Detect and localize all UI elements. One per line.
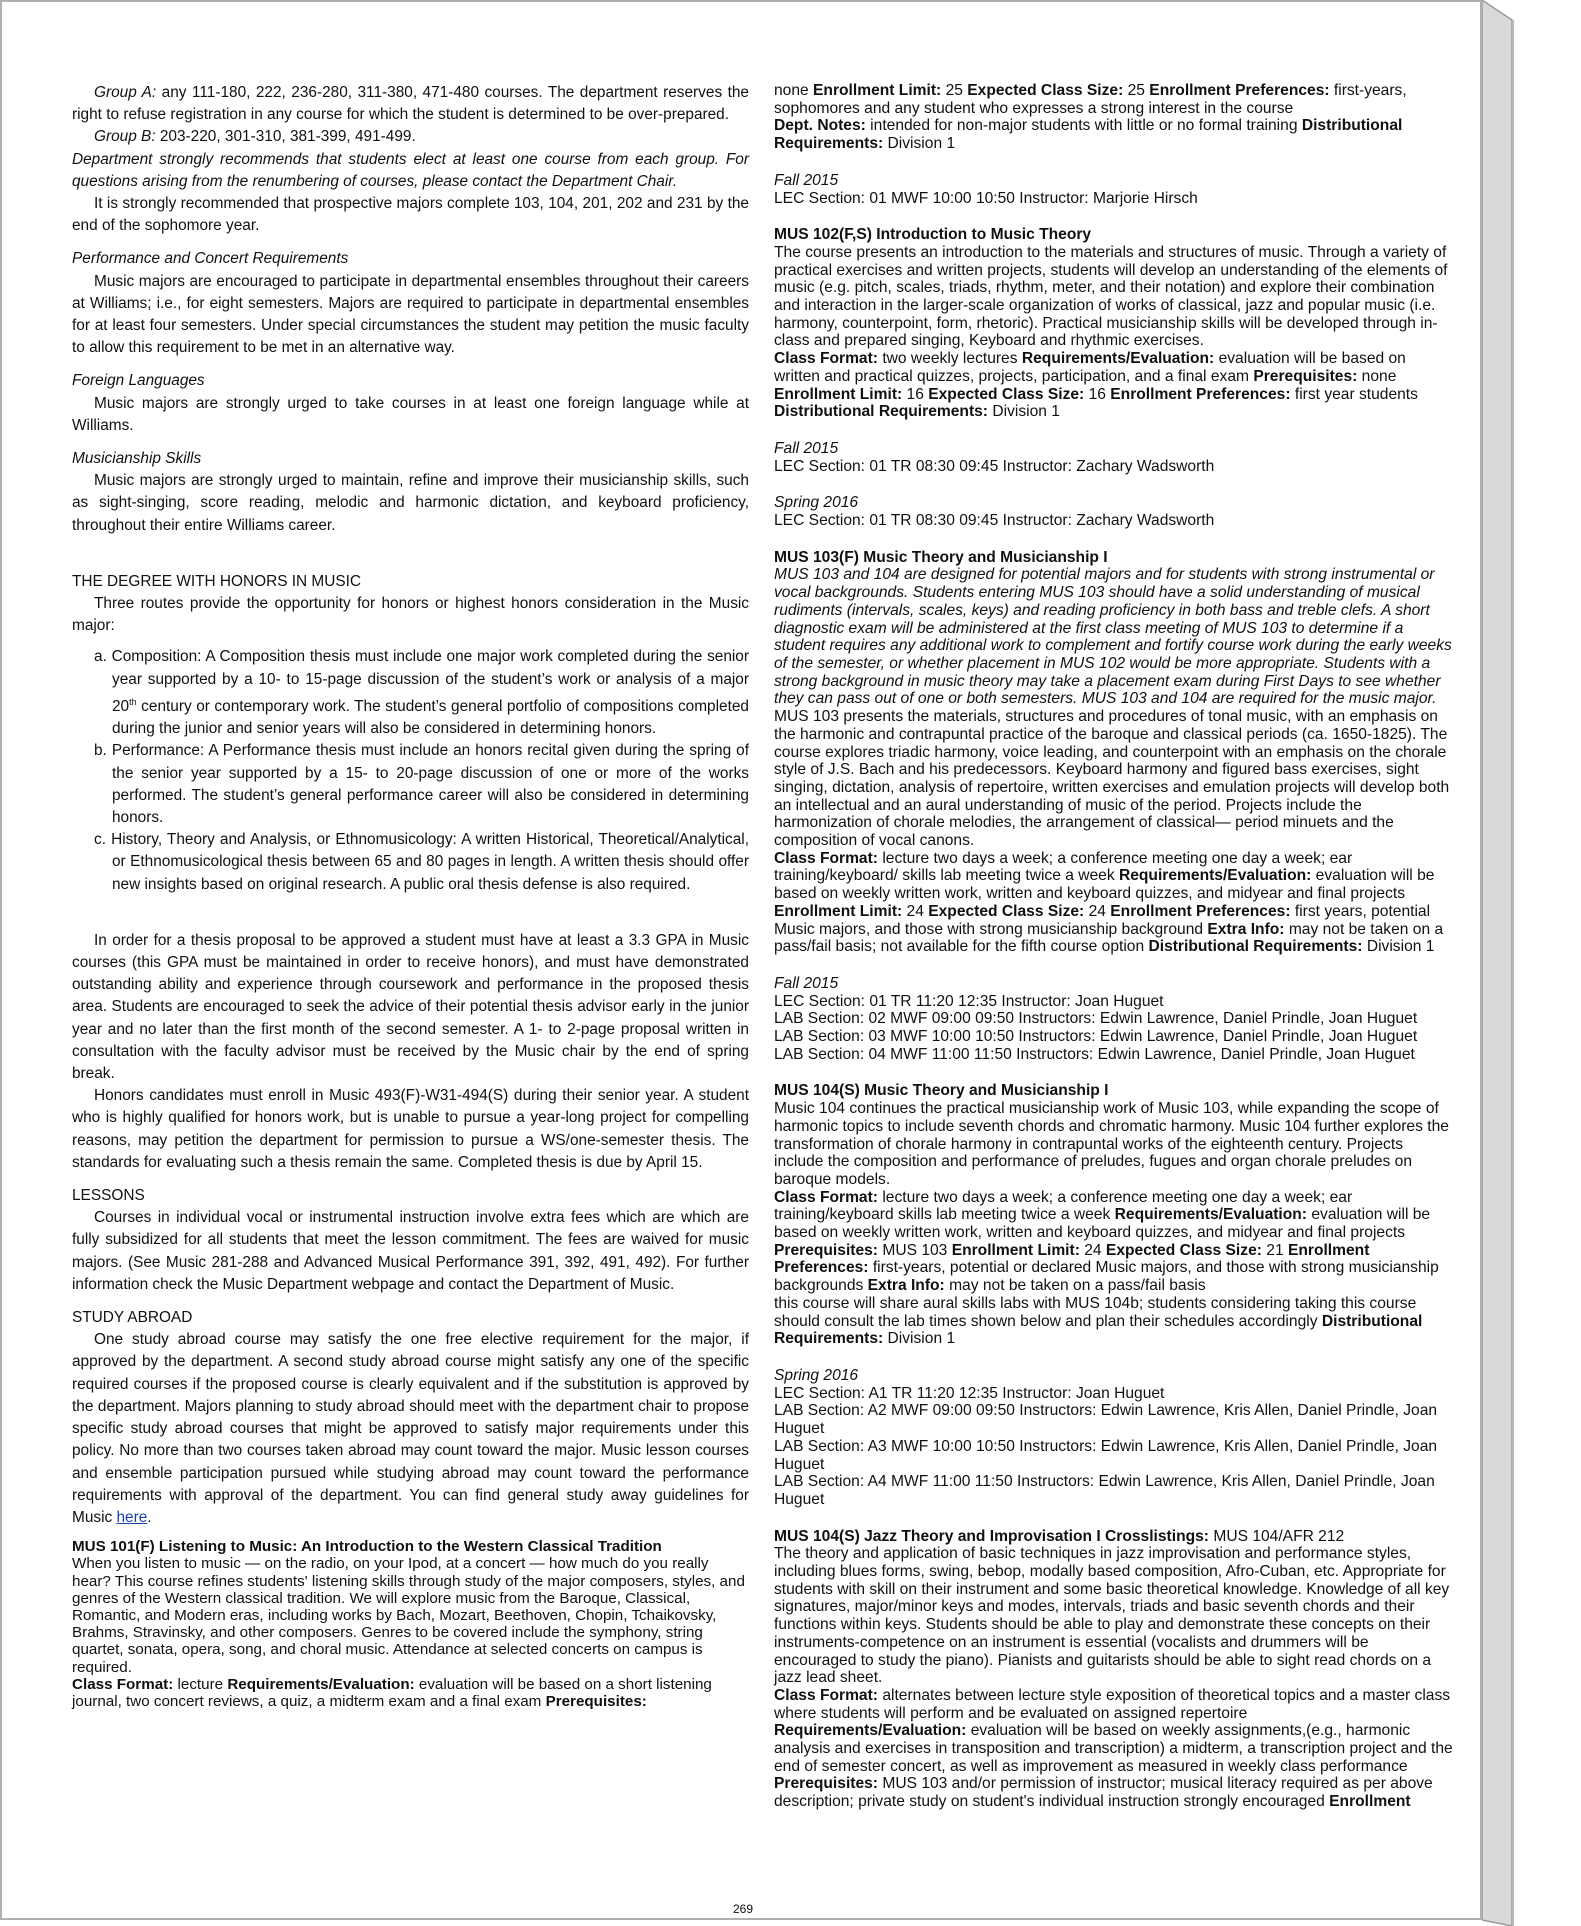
preferences-value: first years, potential Music majors, and those with strong musicianship background bbox=[774, 902, 1431, 938]
dept-notes-label: Dept. Notes: bbox=[774, 117, 866, 135]
group-a-text: any 111-180, 222, 236-280, 311-380, 471-480 courses. The department reserves the right to refuse registration in any course for which the student is determined to be over-prepared. bbox=[72, 84, 749, 124]
format-value: lecture bbox=[173, 1675, 228, 1693]
honors-route-composition bbox=[72, 646, 749, 740]
requirements-value: evaluation will be based on a short listening journal, two concert reviews, a quiz, a midterm exam and a final exam bbox=[72, 1675, 712, 1710]
requirements-label: Requirements/Evaluation: bbox=[1021, 350, 1215, 368]
course-note: MUS 103 and 104 are designed for potential majors and for students with strong instrumental or vocal backgrounds. Students entering MUS 103 should have a solid understanding of musical rudiments (intervals, scales, keys) and reading proficiency in both bass and treble clefs. A short diagnostic exam will be administered at the first class meeting of MUS 103 to determine if a student requires any additional work to complement and fortify course work during the early weeks of the semester, or whether placement in MUS 102 would be more appropriate. Students with a strong background in music theory may take a placement exam during First Days to see whether they can pass out of one or both semesters. MUS 103 and 104 are required for the music major. bbox=[774, 566, 1452, 708]
distribution-value: Division 1 bbox=[988, 403, 1060, 421]
schedule-mus102-fall bbox=[774, 440, 1454, 475]
section-row: LEC Section: 01 TR 08:30 09:45 Instructor: Zachary Wadsworth bbox=[774, 512, 1215, 530]
extra-info-value: may not be taken on a pass/fail basis bbox=[944, 1277, 1206, 1295]
extra-info-value: may not be taken on a pass/fail basis; not available for the fifth course option bbox=[774, 920, 1444, 956]
course-mus101-continued bbox=[774, 82, 1454, 153]
requirements-value: evaluation will be based on written and practical quizzes, projects, participation, and a final exam bbox=[774, 350, 1406, 385]
format-value: two weekly lectures bbox=[878, 350, 1022, 368]
distribution-label: Distributional Requirements: bbox=[1148, 938, 1363, 956]
prerequisites-label: Prerequisites: bbox=[774, 1241, 879, 1259]
prereq-value: none bbox=[774, 82, 814, 99]
page-curl-edge bbox=[1482, 0, 1581, 1926]
distribution-value: Division 1 bbox=[1362, 938, 1435, 956]
course-details bbox=[72, 1676, 749, 1710]
lessons-paragraph: Courses in individual vocal or instrumental instruction involve extra fees which are which are fully subsidized for all students that meet the lesson commitment. The fees are waived for music majors. (See Music 281-288 and Advanced Musical Performance 391, 392, 491, 492). For further information check the Music Department webpage and contact the Department of Music. bbox=[72, 1209, 749, 1293]
term-label: Spring 2016 bbox=[774, 494, 859, 512]
course-description: The theory and application of basic techniques in jazz improvisation and performance styles, including blues forms, swing, bebop, modally based composition, Afro-Cuban, etc. Appropriate for students with skill on their instrument and some basic theoretical knowledge. Knowledge of all key signatures, major/minor keys and modes, intervals, triads and basic seventh chords and their functions within keys. Students should be able to play and demonstrate these concepts on their instruments-competence on an instrument is essential (vocalists and drummers will be encouraged to study the piano). Pianists and guitarists should be able to sight read chords on a jazz lead sheet. bbox=[774, 1545, 1450, 1687]
preferences-label: Enrollment Preferences: bbox=[1149, 82, 1330, 99]
class-size-label: Expected Class Size: bbox=[1105, 1241, 1262, 1259]
format-value: lecture two days a week; a conference meeting one day a week; ear training/keyboard skills lab meeting twice a week bbox=[774, 1188, 1353, 1224]
page-number: 269 bbox=[732, 1902, 754, 1916]
requirements-label: Requirements/Evaluation: bbox=[774, 1722, 967, 1740]
format-label: Class Format: bbox=[774, 1686, 878, 1704]
section-row: LAB Section: 04 MWF 11:00 11:50 Instructors: Edwin Lawrence, Daniel Prindle, Joan Huguet bbox=[774, 1045, 1415, 1063]
course-title: MUS 103(F) Music Theory and Musicianship I bbox=[774, 548, 1108, 566]
section-row: LEC Section: A1 TR 11:20 12:35 Instructor: Joan Huguet bbox=[774, 1384, 1165, 1402]
prerequisites-value: none bbox=[1357, 367, 1397, 385]
class-size-value: 16 bbox=[1084, 385, 1111, 403]
abroad-text: One study abroad course may satisfy the one free elective requirement for the major, if approved by the department. A second study abroad course might satisfy any one of the specific required courses if the proposed course is clearly equivalent and if the substitution is approved by the department. Majors planning to study abroad should meet with the department chair to propose specific study abroad courses that might be approved to satisfy major requirements under this policy. No more than two courses taken abroad may count toward the major. Music lesson courses and ensemble participation pursued while studying abroad may count toward the performance requirements with approval of the department. You can find general study away guidelines for Music bbox=[72, 1331, 749, 1526]
distribution-value: Division 1 bbox=[883, 135, 956, 153]
extra-info-label: Extra Info: bbox=[867, 1277, 945, 1295]
right-column bbox=[774, 82, 1454, 1811]
class-size-label: Expected Class Size: bbox=[928, 385, 1085, 403]
honors-heading: THE DEGREE WITH HONORS IN MUSIC bbox=[72, 572, 362, 590]
requirements-value: evaluation will be based on weekly written work, written and keyboard quizzes, and midyear and final projects bbox=[774, 867, 1435, 903]
course-title bbox=[774, 1528, 1454, 1546]
format-value: lecture two days a week; a conference meeting one day a week; ear training/keyboard/ skills lab meeting twice a week bbox=[774, 849, 1353, 885]
course-description: The course presents an introduction to the materials and structures of music. Through a variety of practical exercises and written projects, students will develop an understanding of the elements of music (e.g. pitch, scales, triads, rhythm, meter, and their notation) and explore their combination and interaction in the larger-scale organization of works of classical, jazz and popular music (i.e. harmony, counterpoint, form, rhetoric). Practical musicianship skills will be developed through in-class and prepared singing, Keyboard and rhythmic exercises. bbox=[774, 243, 1448, 350]
format-label: Class Format: bbox=[774, 350, 878, 368]
honors-route-history: c. History, Theory and Analysis, or Ethnomusicology: A written Historical, Theoretical/Analytical, or Ethnomusicological thesis between 65 and 80 pages in length. A written thesis should offer new insights based on original research. A public oral thesis defense is also required. bbox=[94, 831, 749, 893]
crosslisting-value: MUS 104/AFR 212 bbox=[1209, 1527, 1345, 1545]
preferences-value: first-years, sophomores and any student who expresses a strong interest in the course bbox=[774, 82, 1407, 117]
lessons-heading: LESSONS bbox=[72, 1187, 145, 1205]
requirements-value: evaluation will be based on weekly assignments,(e.g., harmonic analysis and exercises in transposition and transcription) a midterm, a transcription project and the end of semester concert, as well as improvement as measured in weekly class performance bbox=[774, 1722, 1453, 1775]
prerequisites-value: MUS 103 bbox=[878, 1241, 952, 1259]
course-details bbox=[774, 1687, 1454, 1811]
course-mus102 bbox=[774, 226, 1454, 421]
distribution-label: Distributional Requirements: bbox=[774, 117, 1403, 153]
course-title: MUS 104(S) Music Theory and Musicianship I bbox=[774, 1082, 1109, 1100]
course-description: Music 104 continues the practical musicianship work of Music 103, while expanding the scope of harmonic topics to include seventh chords and chromatic harmony. Music 104 further explores the transformation of chorale harmony in contrapuntal works of the eighteenth century. Projects include the composition and performance of preludes, fugues and organ chorale preludes on baroque models. bbox=[774, 1100, 1449, 1188]
requirements-label: Requirements/Evaluation: bbox=[227, 1675, 415, 1693]
performance-paragraph: Music majors are encouraged to participate in departmental ensembles throughout their careers at Williams; i.e., for eight semesters. Majors are required to participate in departmental ensembles for at least four semesters. Under special circumstances the student may petition the music faculty to allow this requirement to be met in an alternative way. bbox=[72, 272, 749, 357]
course-details bbox=[774, 350, 1454, 421]
distribution-label: Distributional Requirements: bbox=[774, 1312, 1423, 1348]
group-b-paragraph bbox=[72, 126, 749, 148]
requirements-label: Requirements/Evaluation: bbox=[1114, 1206, 1308, 1224]
course-mus103 bbox=[774, 549, 1454, 956]
requirements-label: Requirements/Evaluation: bbox=[1118, 867, 1312, 885]
languages-paragraph: Music majors are strongly urged to take courses in at least one foreign language while at Williams. bbox=[72, 394, 749, 434]
left-column bbox=[72, 82, 749, 1710]
section-row: LEC Section: 01 MWF 10:00 10:50 Instructor: Marjorie Hirsch bbox=[774, 189, 1198, 207]
course-mus104 bbox=[774, 1082, 1454, 1348]
preferences-value: first year students bbox=[1290, 385, 1418, 403]
honors-route-performance: b. Performance: A Performance thesis must include an honors recital given during the spring of the senior year supported by a 15- to 20-page discussion of one or more of the works performed. The student’s general performance career will also be considered in determining honors. bbox=[94, 742, 749, 827]
enrollment-limit-label: Enrollment Limit: bbox=[774, 385, 903, 403]
course-title: MUS 101(F) Listening to Music: An Introduction to the Western Classical Tradition bbox=[72, 1538, 662, 1556]
prerequisites-value: MUS 103 and/or permission of instructor; musical literacy required as per above description; private study on student's individual instruction strongly encouraged bbox=[774, 1775, 1433, 1811]
enrollment-limit-label: Enrollment bbox=[1329, 1793, 1411, 1811]
enrollment-limit-value: 24 bbox=[902, 902, 929, 920]
group-b-label: Group B: bbox=[94, 128, 156, 146]
enrollment-limit-value: 16 bbox=[902, 385, 929, 403]
class-size-label: Expected Class Size: bbox=[928, 902, 1085, 920]
honors-intro: Three routes provide the opportunity for honors or highest honors consideration in the Music major: bbox=[72, 595, 749, 635]
prerequisites-label: Prerequisites: bbox=[1253, 367, 1358, 385]
course-description: When you listen to music — on the radio, on your Ipod, at a concert — how much do you really hear? This course refines students' listening skills through study of the major composers, styles, and genres of the Western classical tradition. We will explore music from the Baroque, Classical, Romantic, and Modern eras, including works by Bach, Mozart, Beethoven, Chopin, Tchaikovsky, Brahms, Stravinsky, and other composers. Genres to be covered include the symphony, string quartet, sonata, opera, song, and choral music. Attendance at selected concerts on campus is required. bbox=[72, 1555, 745, 1676]
enrollment-limit-value: 25 bbox=[941, 82, 968, 99]
schedule-mus104 bbox=[774, 1367, 1454, 1509]
skills-heading: Musicianship Skills bbox=[72, 450, 202, 468]
class-size-value: 24 bbox=[1084, 902, 1111, 920]
course-description: MUS 103 presents the materials, structures and procedures of tonal music, with an emphasis on the harmonic and contrapuntal practice of the baroque and classical periods (ca. 1650-1825). The course explores triadic harmony, voice leading, and counterpoint with an emphasis on the chorale style of J.S. Bach and his predecessors. Keyboard harmony and figured bass exercises, sight singing, dictation, analysis of repertoire, written exercises and emulation projects will develop both an intellectual and an aural understanding of music of the period. Projects include the harmonization of chorale melodies, the arrangement of classical— period minuets and the composition of vocal canons. bbox=[774, 708, 1450, 850]
honors-a-text: a. Composition: A Composition thesis must include one major work completed during the senior year supported by a 10- to 15-page discussion of the student’s work or analysis of a major 20 bbox=[94, 648, 749, 715]
course-mus104-jazz bbox=[774, 1528, 1454, 1811]
preferences-value: first-years, potential or declared Music majors, and those with strong musicianship backgrounds bbox=[774, 1259, 1439, 1295]
section-row: LEC Section: 01 TR 08:30 09:45 Instructor: Zachary Wadsworth bbox=[774, 457, 1215, 475]
prerequisites-label: Prerequisites: bbox=[774, 1775, 879, 1793]
format-label: Class Format: bbox=[72, 1675, 174, 1693]
section-row: LAB Section: A2 MWF 09:00 09:50 Instructors: Edwin Lawrence, Kris Allen, Daniel Prindle, Joan Huguet bbox=[774, 1402, 1438, 1438]
course-title: MUS 102(F,S) Introduction to Music Theory bbox=[774, 226, 1092, 244]
dept-notes-value: intended for non-major students with little or no formal training bbox=[865, 117, 1302, 135]
section-row: LAB Section: A4 MWF 11:00 11:50 Instructors: Edwin Lawrence, Kris Allen, Daniel Prindle, Joan Huguet bbox=[774, 1473, 1435, 1508]
candidates-paragraph: Honors candidates must enroll in Music 493(F)-W31-494(S) during their senior year. A student who is highly qualified for honors work, but is unable to pursue a year-long project for compelling reasons, may petition the department for permission to pursue a WS/one-semester thesis. The standards for evaluating such a thesis remain the same. Completed thesis is due by April 15. bbox=[72, 1087, 749, 1171]
preferences-label: Enrollment Preferences: bbox=[1110, 385, 1291, 403]
prerequisites-label: Prerequisites: bbox=[545, 1692, 647, 1710]
distribution-label: Distributional Requirements: bbox=[774, 403, 989, 421]
enrollment-limit-label: Enrollment Limit: bbox=[813, 82, 942, 99]
honors-a-text-2: century or contemporary work. The student’s general portfolio of compositions completed during the junior and senior years will also be considered in determining honors. bbox=[112, 698, 749, 738]
distribution-value: Division 1 bbox=[883, 1330, 956, 1348]
abroad-heading: STUDY ABROAD bbox=[72, 1309, 193, 1327]
extra-info-note: this course will share aural skills labs with MUS 104b; students considering taking this course should consult the lab times shown below and plan their schedules accordingly bbox=[774, 1294, 1417, 1330]
abroad-end: . bbox=[147, 1508, 152, 1526]
sophomore-paragraph: It is strongly recommended that prospective majors complete 103, 104, 201, 202 and 231 by the end of the sophomore year. bbox=[72, 195, 749, 235]
languages-heading: Foreign Languages bbox=[72, 372, 205, 390]
format-label: Class Format: bbox=[774, 849, 878, 867]
group-b-text: 203-220, 301-310, 381-399, 491-499. bbox=[155, 128, 416, 146]
term-label: Fall 2015 bbox=[774, 439, 839, 457]
schedule-mus101 bbox=[774, 172, 1454, 207]
section-row: LEC Section: 01 TR 11:20 12:35 Instructor: Joan Huguet bbox=[774, 992, 1164, 1010]
study-away-link[interactable]: here bbox=[116, 1508, 148, 1526]
abroad-paragraph bbox=[72, 1329, 749, 1529]
format-value: alternates between lecture style exposition of theoretical topics and a master class where students will perform and be evaluated on assigned repertoire bbox=[774, 1686, 1451, 1722]
class-size-value: 25 bbox=[1123, 82, 1150, 99]
group-a-paragraph bbox=[72, 82, 749, 126]
term-label: Spring 2016 bbox=[774, 1367, 859, 1384]
recommend-paragraph: Department strongly recommends that students elect at least one course from each group. For questions arising from the renumbering of courses, please contact the Department Chair. bbox=[72, 150, 749, 190]
thesis-paragraph: In order for a thesis proposal to be approved a student must have at least a 3.3 GPA in Music courses (this GPA must be maintained in order to receive honors), and must have demonstrated outstanding ability and experience through coursework and performance in the proposed thesis area. Students are encouraged to seek the advice of their potential thesis advisor early in the junior year and no later than the first month of the second semester. A 1- to 2-page proposal written in consultation with the faculty advisor must be received by the Music chair by the end of spring break. bbox=[72, 931, 749, 1083]
preferences-label: Enrollment Preferences: bbox=[1110, 902, 1291, 920]
term-label: Fall 2015 bbox=[774, 974, 839, 992]
enrollment-limit-value: 24 bbox=[1079, 1241, 1106, 1259]
performance-heading: Performance and Concert Requirements bbox=[72, 250, 349, 268]
skills-paragraph: Music majors are strongly urged to maintain, refine and improve their musicianship skills, such as sight-singing, score reading, melodic and harmonic dictation, and keyboard proficiency, throughout their entire Williams career. bbox=[72, 472, 749, 534]
enrollment-limit-label: Enrollment Limit: bbox=[774, 902, 903, 920]
course-details bbox=[774, 82, 1454, 153]
enrollment-limit-label: Enrollment Limit: bbox=[951, 1241, 1080, 1259]
honors-routes-list bbox=[72, 646, 749, 895]
course-title-text: MUS 104(S) Jazz Theory and Improvisation I Crosslistings: bbox=[774, 1527, 1209, 1545]
extra-info-label: Extra Info: bbox=[1207, 920, 1285, 938]
schedule-mus102-spring bbox=[774, 494, 1454, 529]
course-details bbox=[774, 850, 1454, 956]
section-row: LAB Section: 02 MWF 09:00 09:50 Instructors: Edwin Lawrence, Daniel Prindle, Joan Huguet bbox=[774, 1010, 1418, 1028]
schedule-mus103 bbox=[774, 975, 1454, 1064]
class-size-value: 21 bbox=[1261, 1241, 1288, 1259]
class-size-label: Expected Class Size: bbox=[967, 82, 1124, 99]
course-mus101 bbox=[72, 1538, 749, 1710]
term-label: Fall 2015 bbox=[774, 171, 839, 189]
format-label: Class Format: bbox=[774, 1188, 878, 1206]
section-row: LAB Section: 03 MWF 10:00 10:50 Instructors: Edwin Lawrence, Daniel Prindle, Joan Huguet bbox=[774, 1028, 1418, 1046]
group-a-label: Group A: bbox=[94, 84, 157, 101]
section-row: LAB Section: A3 MWF 10:00 10:50 Instructors: Edwin Lawrence, Kris Allen, Daniel Prindle, Joan Huguet bbox=[774, 1437, 1438, 1473]
course-details bbox=[774, 1189, 1454, 1348]
requirements-value: evaluation will be based on weekly written work, written and keyboard quizzes, and midyear and final projects bbox=[774, 1206, 1431, 1242]
preferences-label: Enrollment Preferences: bbox=[774, 1241, 1370, 1277]
honors-a-sup: th bbox=[129, 696, 137, 707]
